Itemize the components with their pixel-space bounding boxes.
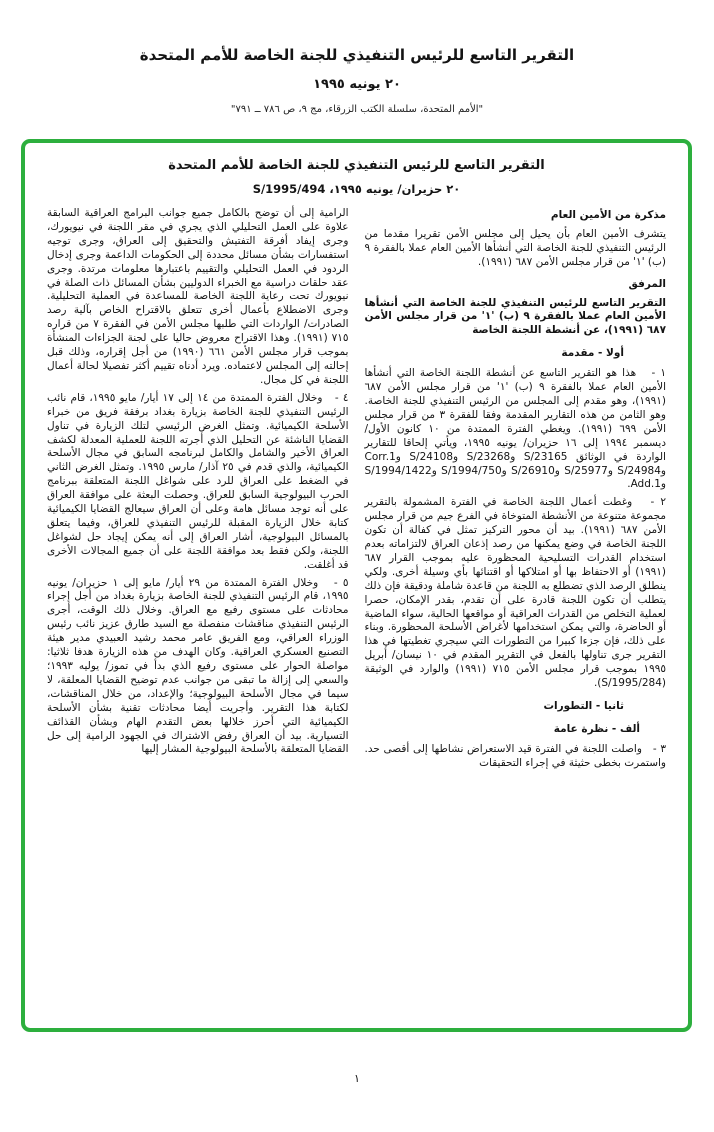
paragraph-1: ١ - هذا هو التقرير التاسع عن أنشطة اللجنة الخاصة التي أنشأها الأمين العام عملا بالفقرة ٩ (ب) '١' من قرار مجلس الأمن ٦٨٧ (١٩٩١)، وهو مقدم إلى المجلس من الرئيس التنفيذي للجنة الخاصة. وهو الثامن من هذه التقارير المقدمة وفقا للفقرة ٣ من قرار مجلس الأمن ٦٩٩ (١٩٩١). ويغطي الفترة الممتدة من ١٠ كانون الأول/ ديسمبر ١٩٩٤ إلى ١٦ حزيران/ يونيه ١٩٩٥، ويأتي إلحاقا للتقارير الواردة في الوثائق S/23165 وS/23268 وS/24108 وCorr.1 وS/24984 وS/25977 وS/26910 وS/1994/750 وS/1994/1422 وAdd.1.: [364, 367, 667, 491]
paragraph-annex-title: التقرير التاسع للرئيس التنفيذي للجنة الخاصة التي أنشأها الأمين العام عملا بالفقرة ٩ (ب) '١' من قرار مجلس الأمن ٦٨٧ (١٩٩١)، عن أنشطة اللجنة الخاصة: [364, 296, 666, 337]
document-frame: [21, 139, 692, 1032]
header-title: التقرير التاسع للرئيس التنفيذي للجنة الخاصة للأمم المتحدة: [139, 46, 575, 64]
heading-overview: ألف - نظرة عامة: [553, 722, 640, 735]
two-column-body: [47, 207, 666, 775]
paragraph-continuation: الرامية إلى أن توضح بالكامل جميع جوانب البرامج العراقية السابقة علاوة على العمل التحليلي الذي يجري في مقر اللجنة في نيويورك، وجرى إيفاد أفرقة التفتيش والتحقيق إلى العراق، وجرى توجيه استفسارات بشأن مسائل محددة إلى الحكومات الداعمة وجرى إدخال الردود في العمل التحليلي والتقييم باعتبارها معلومات مرتدة. وجرى عقد حلقات دراسية مع الخبراء الدوليين بشأن المسائل ذات الصلة في نيويورك تحت رعاية اللجنة الخاصة للمساعدة في العملية التحليلية. وجرى الاضطلاع بأعمال أخرى تتعلق بالاقتراح الخاص بآلية رصد الصادرات/ الواردات التي طلبها مجلس الأمن في الفقرة ٧ من قراره ٧١٥ (١٩٩١). وهذا الاقتراح معروض حاليا على لجنة الجزاءات المنشأة بموجب قرار مجلس الأمن ٦٦١ (١٩٩٠) من أجل إقراره، وذلك قبل إحالته إلى المجلس لاعتماده. ويرد أدناه تقييم أكثر تفصيلا لحالة أعمال اللجنة في كل مجال.: [47, 207, 349, 386]
page-number: ١: [354, 1072, 360, 1085]
paragraph-3: ٣ - واصلت اللجنة في الفترة قيد الاستعراض نشاطها إلى أقصى حد. واستمرت بخطى حثيثة في إجراء التحقيقات: [364, 742, 666, 769]
paragraph-2: ٢ - وغطت أعمال اللجنة الخاصة في الفترة المشمولة بالتقرير مجموعة متنوعة من الأنشطة المتوخاة في الفرع جيم من قرار مجلس الأمن ٦٨٧ (١٩٩١). بيد أن محور التركيز تمثل في كفالة أن تكون اللجنة الخاصة في وضع يمكنها من رصد إذعان العراق لالتزاماته بعدم استخدام القدرات التسليحية المحظورة عليه بموجب القرار ٦٨٧ (١٩٩١) أو الاحتفاظ بها أو امتلاكها أو اقتنائها بأي وسيلة أخرى. ولكي ينطلق الرصد الذي تضطلع به اللجنة من قاعدة شاملة ودقيقة فإن ذلك يتطلب أن تكون اللجنة قادرة على أن تقدم، بقدر الإمكان، حصرا لعملية التخلص من القدرات العراقية أو مواقعها الحالية، سواء الماضية أو الحاضرة، والتي يمكن استخدامها لأغراض الأسلحة المحظورة. وبناء على ذلك، فإن جزءا كبيرا من التطورات التي سيجري تغطيتها في هذا التقرير جرى تناولها بالفعل في التقرير المقدم في ١٠ نيسان/ أبريل ١٩٩٥ بموجب قرار مجلس الأمن ٧١٥ (١٩٩١) والوارد في الوثيقة (S/1995/284).: [364, 496, 667, 690]
document-title: التقرير التاسع للرئيس التنفيذي للجنة الخاصة للأمم المتحدة: [168, 158, 545, 173]
paragraph-memo: يتشرف الأمين العام بأن يحيل إلى مجلس الأمن تقريرا مقدما من الرئيس التنفيذي للجنة الخاصة التي أنشأها الأمين العام عملا بالفقرة ٩ (ب) '١' من قرار مجلس الأمن ٦٨٧ (١٩٩١).: [364, 227, 666, 268]
paragraph-4: ٤ - وخلال الفترة الممتدة من ١٤ إلى ١٧ أيار/ مايو ١٩٩٥، قام نائب الرئيس التنفيذي للجنة الخاصة بزيارة بغداد برفقة فريق من خبراء الأسلحة الكيميائية. وتمثل الغرض الرئيسي لتلك الزيارة في تناول القضايا الناشئة عن التحليل الذي أجرته اللجنة للعملية المعدلة لكشف العراق الأخير والشامل والكامل لبرنامجه السابق في مجال الأسلحة الكيميائية، والذي قدم في ٢٥ آذار/ مارس ١٩٩٥. وتمثل الغرض الثاني في الضغط على العراق للرد على شواغل اللجنة المتعلقة ببرنامج الحرب البيولوجية السابق للعراق. وحصلت البعثة على موافقة العراق على أنه توجد مسائل هامة وعلى أن العراق سيعالج القضايا الكيميائية كتابة خلال الزيارة المقبلة للرئيس التنفيذي للعراق، وفيما يتعلق بالمسائل البيولوجية، أشار العراق إلى أنه يمكن إيجاد حل لشواغل اللجنة، ولكن فقط بعد موافقة اللجنة على أن جميع المجالات الأخرى قد أغلقت.: [47, 391, 349, 571]
page-header: [0, 0, 714, 115]
heading-section-two-developments: ثانيا - التطورات: [543, 700, 624, 712]
heading-secretary-general-note: مذكرة من الأمين العام: [550, 209, 666, 221]
column-right: [365, 207, 667, 775]
paragraph-5: ٥ - وخلال الفترة الممتدة من ٢٩ أيار/ مايو إلى ١ حزيران/ يونيه ١٩٩٥، قام الرئيس التنفيذي للجنة الخاصة بزيارة بغداد من أجل إجراء محادثات على مستوى رفيع مع العراق. وخلال ذلك الوقت، أجرى الرئيس التنفيذي مناقشات منفصلة مع السيد طارق عزيز نائب رئيس الوزراء العراقي، ومع الفريق عامر محمد رشيد العبيدي مدير هيئة التصنيع العسكري العراقية. وكان الهدف من هذه الزيارة هدفا ثلاثيا: مواصلة الحوار على مستوى رفيع الذي بدأ في تموز/ يوليه ١٩٩٣؛ والسعي إلى إزالة ما تبقى من جوانب عدم توضيح القضايا المعلقة، لا سيما في مجال الأسلحة البيولوجية؛ والإعداد، من خلال المناقشات، لكتابة هذا التقرير. وأجريت أيضا محادثات تقنية بشأن الأسلحة الكيميائية التي أحرز خلالها بعض التقدم الهام وبشأن القذائف التسيارية. بيد أن العراق رفض الاشتراك في الجهود الرامية إلى حل القضايا المتعلقة بالأسلحة البيولوجية المشار إليها: [47, 576, 349, 756]
heading-section-one-introduction: أولا - مقدمة: [561, 347, 624, 360]
column-left: [47, 207, 349, 775]
header-source: "الأمم المتحدة، سلسلة الكتب الزرقاء، مج ٩، ص ٧٨٦ ــ ٧٩١": [230, 104, 484, 115]
document-ref-line: ٢٠ حزيران/ يونيه ١٩٩٥، S/1995/494: [252, 182, 461, 196]
header-date: ٢٠ يونيه ١٩٩٥: [313, 77, 401, 92]
heading-annex: المرفق: [628, 277, 666, 290]
